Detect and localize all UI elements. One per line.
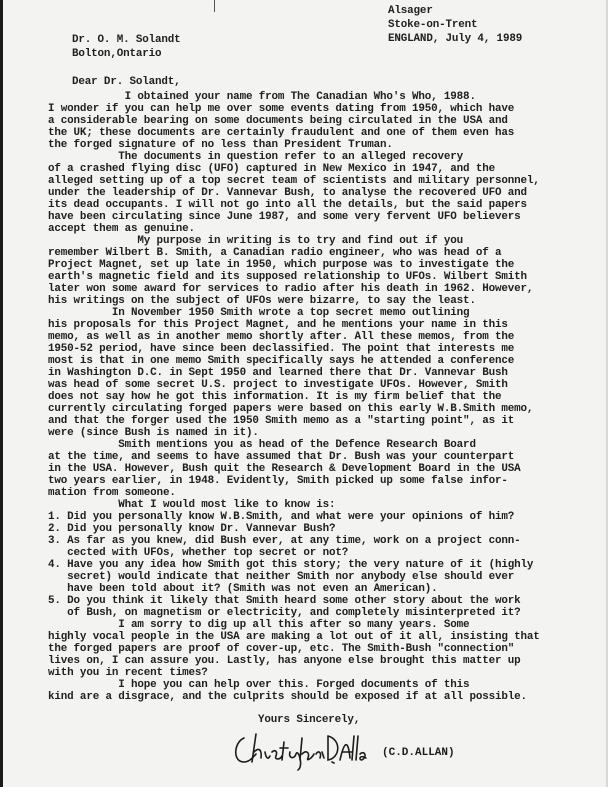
body-line: I wonder if you can help me over some events dating from 1950, which have	[48, 103, 515, 115]
body-line: My purpose in writing is to try and find out if you	[48, 235, 464, 247]
body-line: Smith mentions you as head of the Defence Research Board	[48, 439, 476, 451]
body-line: have been circulating since June 1987, and some very fervent UFO believers	[48, 211, 521, 223]
body-line: What I would most like to know is:	[48, 499, 336, 511]
body-line: the forged papers are proof of cover-up, etc. The Smith-Bush "connection"	[48, 643, 515, 655]
body-line: accept them as genuine.	[48, 223, 195, 235]
body-line: lives on, I can assure you. Lastly, has anyone else brought this matter up	[48, 655, 521, 667]
signature-typed-name: (C.D.ALLAN)	[382, 747, 455, 759]
body-line: mation from someone.	[48, 487, 176, 499]
body-line: alleged setting up of a top secret team of scientists and military personnel,	[48, 175, 540, 187]
body-line: at the time, and seems to have assumed that Dr. Bush was your counterpart	[48, 451, 515, 463]
body-line: 3. As far as you knew, did Bush ever, at any time, work on a project conn-	[48, 535, 521, 547]
body-line: his writings on the subject of UFOs were bizarre, to say the least.	[48, 295, 476, 307]
body-line: the forged signature of no less than President Truman.	[48, 139, 393, 151]
body-line: secret) would indicate that neither Smith nor anybody else should ever	[48, 571, 515, 583]
body-line: 4. Have you any idea how Smith got this story; the very nature of it (highly	[48, 559, 534, 571]
body-line: 5. Do you think it likely that Smith heard some other story about the work	[48, 595, 521, 607]
body-line: later won some award for services to radio after his death in 1962. However,	[48, 283, 534, 295]
body-line: the UK; these documents are certainly fraudulent and one of them even has	[48, 127, 515, 139]
body-line: earth's magnetic field and its supposed relationship to UFOs. Wilbert Smith	[48, 271, 527, 283]
body-line: in the USA. However, Bush quit the Research & Development Board in the USA	[48, 463, 521, 475]
body-line: remember Wilbert B. Smith, a Canadian radio engineer, who was head of a	[48, 247, 502, 259]
body-line: 1. Did you personally know W.B.Smith, and what were your opinions of him?	[48, 511, 515, 523]
body-line: most is that in one memo Smith specifically says he attended a conference	[48, 355, 515, 367]
salutation: Dear Dr. Solandt,	[72, 76, 181, 88]
letter-date: ENGLAND, July 4, 1989	[388, 33, 523, 45]
scan-edge-left	[0, 0, 3, 787]
body-line: have been told about it? (Smith was not even an American).	[48, 583, 438, 595]
closing: Yours Sincerely,	[258, 714, 361, 726]
body-line: and that the forger used the 1950 Smith memo as a "starting point", as it	[48, 415, 515, 427]
handwritten-signature	[228, 728, 368, 772]
body-line: I am sorry to dig up all this after so many years. Some	[48, 619, 470, 631]
sender-location-line1: Alsager	[388, 5, 433, 17]
body-line: I hope you can help over this. Forged documents of this	[48, 679, 470, 691]
body-line: of a crashed flying disc (UFO) captured in New Mexico in 1947, and the	[48, 163, 495, 175]
body-line: was head of some secret U.S. project to investigate UFOs. However, Smith	[48, 379, 508, 391]
body-line: kind are a disgrace, and the culprits should be exposed if at all possible.	[48, 691, 527, 703]
scan-mark	[214, 0, 215, 12]
body-line: The documents in question refer to an alleged recovery	[48, 151, 464, 163]
body-line: currently circulating forged papers were based on this early W.B.Smith memo,	[48, 403, 534, 415]
body-line: with you in recent times?	[48, 667, 208, 679]
body-line: in Washington D.C. in Sept 1950 and learned there that Dr. Vannevar Bush	[48, 367, 508, 379]
body-line: memo, as well as in another memo shortly after. All these memos, from the	[48, 331, 515, 343]
recipient-name: Dr. O. M. Solandt	[72, 34, 181, 46]
body-line: of Bush, on magnetism or electricity, and completely misinterpreted it?	[48, 607, 521, 619]
body-line: 1950-52 period, have since been declassified. The point that interests me	[48, 343, 515, 355]
body-line: I obtained your name from The Canadian Who's Who, 1988.	[48, 91, 476, 103]
body-line: cected with UFOs, whether top secret or not?	[48, 547, 349, 559]
body-line: a considerable bearing on some documents being circulated in the USA and	[48, 115, 508, 127]
body-line: its dead occupants. I will not go into all the details, but the said papers	[48, 199, 527, 211]
body-line: highly vocal people in the USA are making a lot out of it all, insisting that	[48, 631, 540, 643]
body-line: under the leadership of Dr. Vannevar Bush, to analyse the recovered UFO and	[48, 187, 527, 199]
recipient-place: Bolton,Ontario	[72, 48, 162, 60]
body-line: 2. Did you personally know Dr. Vannevar Bush?	[48, 523, 336, 535]
body-line: two years earlier, in 1948. Evidently, Smith picked up some false infor-	[48, 475, 508, 487]
body-line: In November 1950 Smith wrote a top secret memo outlining	[48, 307, 470, 319]
body-line: were (since Bush is named in it).	[48, 427, 259, 439]
body-line: Project Magnet, set up late in 1950, which purpose was to investigate the	[48, 259, 515, 271]
body-line: does not say how he got this information. It is my firm belief that the	[48, 391, 502, 403]
body-line: his proposals for this Project Magnet, and he mentions your name in this	[48, 319, 508, 331]
sender-location-line2: Stoke-on-Trent	[388, 19, 478, 31]
